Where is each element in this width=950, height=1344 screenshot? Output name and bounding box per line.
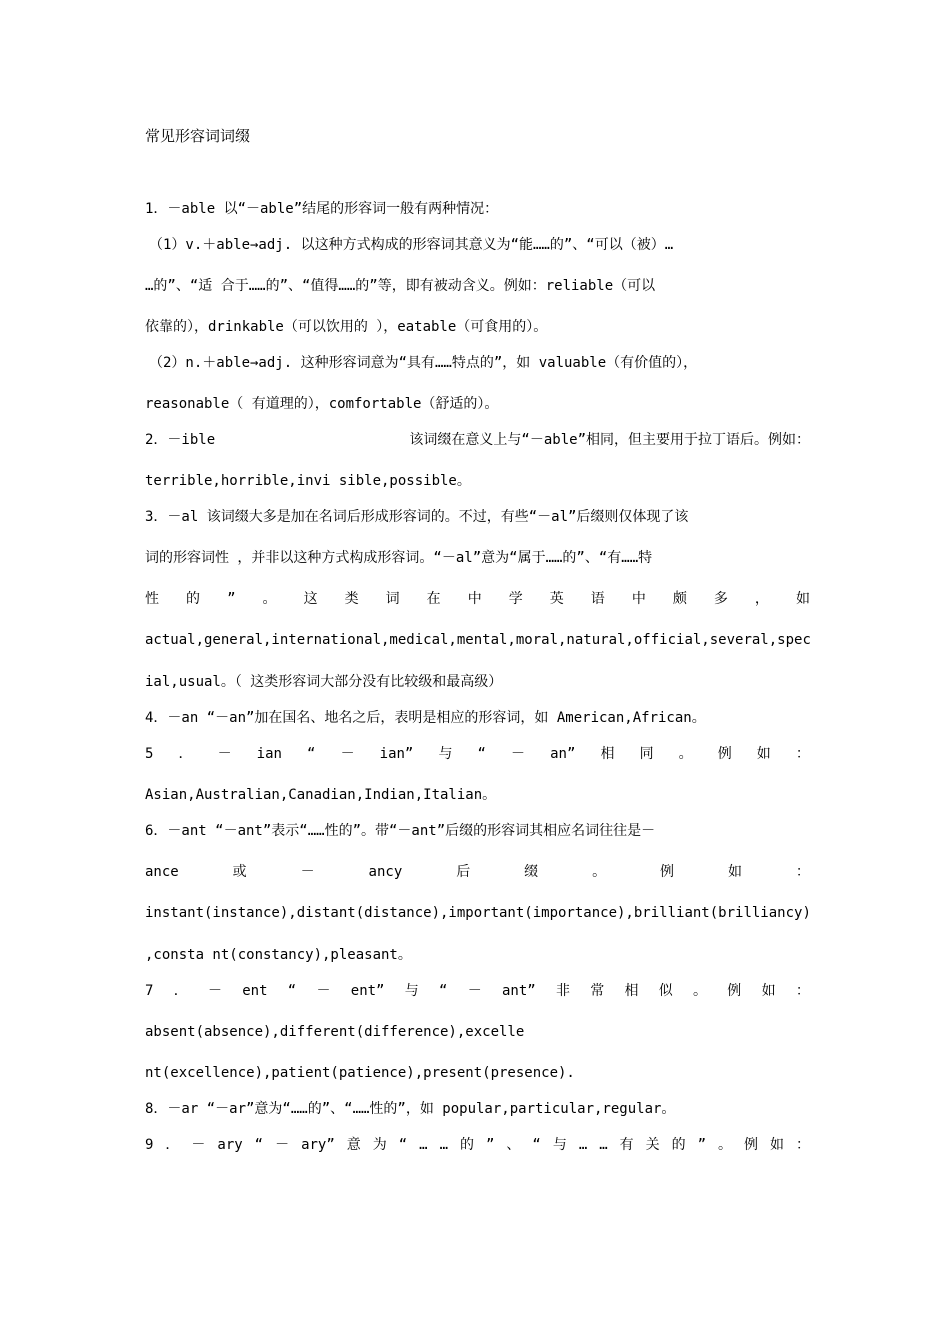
text-segment: 例 bbox=[660, 864, 674, 880]
text-segment: ． bbox=[165, 1137, 180, 1153]
text-line: 1．－able 以“－able”结尾的形容词一般有两种情况： bbox=[145, 201, 499, 217]
text-segment: ， bbox=[754, 591, 769, 607]
justified-line bbox=[145, 1136, 810, 1154]
text-segment: ary” bbox=[301, 1137, 335, 1153]
text-line: ial,usual。（ 这类形容词大部分没有比较级和最高级） bbox=[145, 674, 503, 690]
text-line: absent(absence),different(difference),excelle bbox=[145, 1024, 525, 1040]
text-segment: 语 bbox=[590, 591, 605, 607]
text-segment: 缀 bbox=[524, 864, 539, 880]
text-segment: ： bbox=[795, 746, 810, 762]
text-segment: ． bbox=[173, 983, 188, 999]
text-segment: － bbox=[340, 746, 355, 762]
text-line: 6．－ant “－ant”表示“……性的”。带“－ant”后缀的形容词其相应名词往往是－ bbox=[145, 823, 656, 839]
text-segment: － bbox=[275, 1137, 290, 1153]
text-segment: ： bbox=[795, 1137, 810, 1153]
text-segment: 如 bbox=[727, 864, 742, 880]
text-segment: － bbox=[300, 864, 315, 880]
text-line: terrible,horrible,invi sible,possible。 bbox=[145, 473, 471, 489]
text-segment: 的 bbox=[671, 1137, 686, 1153]
text-segment: ian bbox=[256, 746, 282, 762]
justified-line bbox=[145, 590, 810, 608]
text-segment: ent bbox=[242, 983, 268, 999]
text-segment: ： bbox=[795, 983, 810, 999]
text-segment: 该词缀在意义上与“－able”相同，但主要用于拉丁语后。例如： bbox=[409, 432, 810, 448]
text-segment: 如 bbox=[795, 591, 810, 607]
text-segment: 、 bbox=[506, 1137, 521, 1153]
text-segment: ance bbox=[145, 864, 179, 880]
justified-line bbox=[145, 863, 810, 881]
text-segment: － bbox=[191, 1137, 206, 1153]
text-segment: 如 bbox=[761, 983, 776, 999]
text-segment: 学 bbox=[508, 591, 523, 607]
text-segment: ” bbox=[697, 1137, 707, 1153]
text-line: 3．－al 该词缀大多是加在名词后形成形容词的。不过，有些“－al”后缀则仅体现了该 bbox=[145, 509, 689, 525]
text-line: Asian,Australian,Canadian,Indian,Italian。 bbox=[145, 787, 497, 803]
text-segment: 与 bbox=[552, 1137, 567, 1153]
text-segment: 颇 bbox=[672, 591, 687, 607]
text-segment: 。 bbox=[592, 864, 607, 880]
text-segment: 与 bbox=[404, 983, 419, 999]
text-line: instant(instance),distant(distance),important(importance),brilliant(brilliancy) bbox=[145, 905, 811, 921]
text-segment: “ bbox=[532, 1137, 541, 1153]
text-segment: ary bbox=[217, 1137, 243, 1153]
text-segment: 例 bbox=[744, 1137, 759, 1153]
text-segment: 。 bbox=[678, 746, 693, 762]
text-segment: 5 bbox=[145, 746, 154, 762]
text-segment: 词 bbox=[385, 591, 400, 607]
text-line: nt(excellence),patient(patience),present(presence). bbox=[145, 1065, 575, 1081]
justified-line bbox=[145, 431, 810, 449]
text-segment: 有 bbox=[619, 1137, 634, 1153]
text-segment: ancy bbox=[368, 864, 403, 880]
page-title: 常见形容词词缀 bbox=[145, 127, 251, 145]
text-segment: 为 bbox=[372, 1137, 387, 1153]
text-segment: an” bbox=[550, 746, 576, 762]
text-segment: 的 bbox=[186, 591, 201, 607]
text-segment: － bbox=[207, 983, 222, 999]
text-segment: 。 bbox=[693, 983, 708, 999]
text-segment: 相 bbox=[624, 983, 639, 999]
text-segment: 同 bbox=[639, 746, 654, 762]
text-segment: 。 bbox=[718, 1137, 733, 1153]
text-segment: 关 bbox=[645, 1137, 660, 1153]
text-segment: 。 bbox=[262, 591, 277, 607]
justified-line bbox=[145, 745, 810, 763]
text-line: actual,general,international,medical,mental,moral,natural,official,several,spec bbox=[145, 632, 811, 648]
text-segment: － bbox=[467, 983, 482, 999]
text-segment: 2．－ible bbox=[145, 432, 216, 448]
text-segment: － bbox=[511, 746, 526, 762]
text-segment: ： bbox=[795, 864, 810, 880]
text-segment: “ bbox=[287, 983, 297, 999]
text-segment: 例 bbox=[727, 983, 742, 999]
text-segment: “ bbox=[307, 746, 316, 762]
text-segment: 意 bbox=[346, 1137, 361, 1153]
text-segment: － bbox=[316, 983, 331, 999]
text-segment: 非 bbox=[555, 983, 570, 999]
text-line: 4．－an “－an”加在国名、地名之后，表明是相应的形容词，如 American,African。 bbox=[145, 710, 706, 726]
text-segment: 中 bbox=[467, 591, 482, 607]
text-line: 依靠的），drinkable（可以饮用的 ），eatable（可食用的）。 bbox=[145, 319, 548, 335]
text-segment: ian” bbox=[379, 746, 414, 762]
text-segment: 相 bbox=[600, 746, 615, 762]
text-segment: “ bbox=[254, 1137, 264, 1153]
text-segment: “ bbox=[477, 746, 486, 762]
text-segment: 如 bbox=[756, 746, 771, 762]
text-segment: … bbox=[578, 1137, 588, 1153]
text-segment: 后 bbox=[456, 864, 471, 880]
text-segment: 似 bbox=[658, 983, 673, 999]
text-segment: 类 bbox=[344, 591, 359, 607]
text-line: reasonable（ 有道理的），comfortable（舒适的）。 bbox=[145, 396, 499, 412]
text-segment: ent” bbox=[350, 983, 385, 999]
text-segment: 性 bbox=[145, 591, 159, 607]
text-segment: ” bbox=[227, 591, 236, 607]
justified-line bbox=[145, 982, 810, 1000]
text-segment: … bbox=[599, 1137, 608, 1153]
text-segment: 多 bbox=[713, 591, 728, 607]
text-segment: 7 bbox=[145, 983, 154, 999]
text-segment: 如 bbox=[770, 1137, 784, 1153]
text-segment: 例 bbox=[717, 746, 732, 762]
text-segment: 9 bbox=[145, 1137, 154, 1153]
text-line: （2）n.＋able→adj. 这种形容词意为“具有……特点的”，如 valuable（有价值的）， bbox=[149, 355, 698, 371]
text-segment: “ bbox=[398, 1137, 408, 1153]
text-segment: 或 bbox=[232, 864, 247, 880]
text-segment: 与 bbox=[438, 746, 453, 762]
text-line: （1）v.＋able→adj. 以这种方式构成的形容词其意义为“能……的”、“可以（被）… bbox=[149, 237, 674, 253]
text-segment: … bbox=[439, 1137, 449, 1153]
text-segment: 中 bbox=[631, 591, 646, 607]
text-segment: 的 bbox=[460, 1137, 475, 1153]
text-segment: 常 bbox=[590, 983, 605, 999]
text-segment: ” bbox=[486, 1137, 495, 1153]
text-segment: 英 bbox=[549, 591, 564, 607]
text-segment: … bbox=[419, 1137, 428, 1153]
text-segment: － bbox=[217, 746, 232, 762]
text-segment: ． bbox=[178, 746, 193, 762]
text-segment: 在 bbox=[426, 591, 441, 607]
text-segment: ant” bbox=[501, 983, 536, 999]
text-line: …的”、“适 合于……的”、“值得……的”等，即有被动含义。例如：reliable（可以 bbox=[145, 278, 656, 294]
text-segment: “ bbox=[439, 983, 448, 999]
text-segment: 这 bbox=[303, 591, 318, 607]
text-line: 词的形容词性 ，并非以这种方式构成形容词。“－al”意为“属于……的”、“有……特 bbox=[145, 550, 653, 566]
text-line: ,consta nt(constancy),pleasant。 bbox=[145, 947, 412, 963]
text-line: 8．－ar “－ar”意为“……的”、“……性的”，如 popular,particular,regular。 bbox=[145, 1101, 676, 1117]
